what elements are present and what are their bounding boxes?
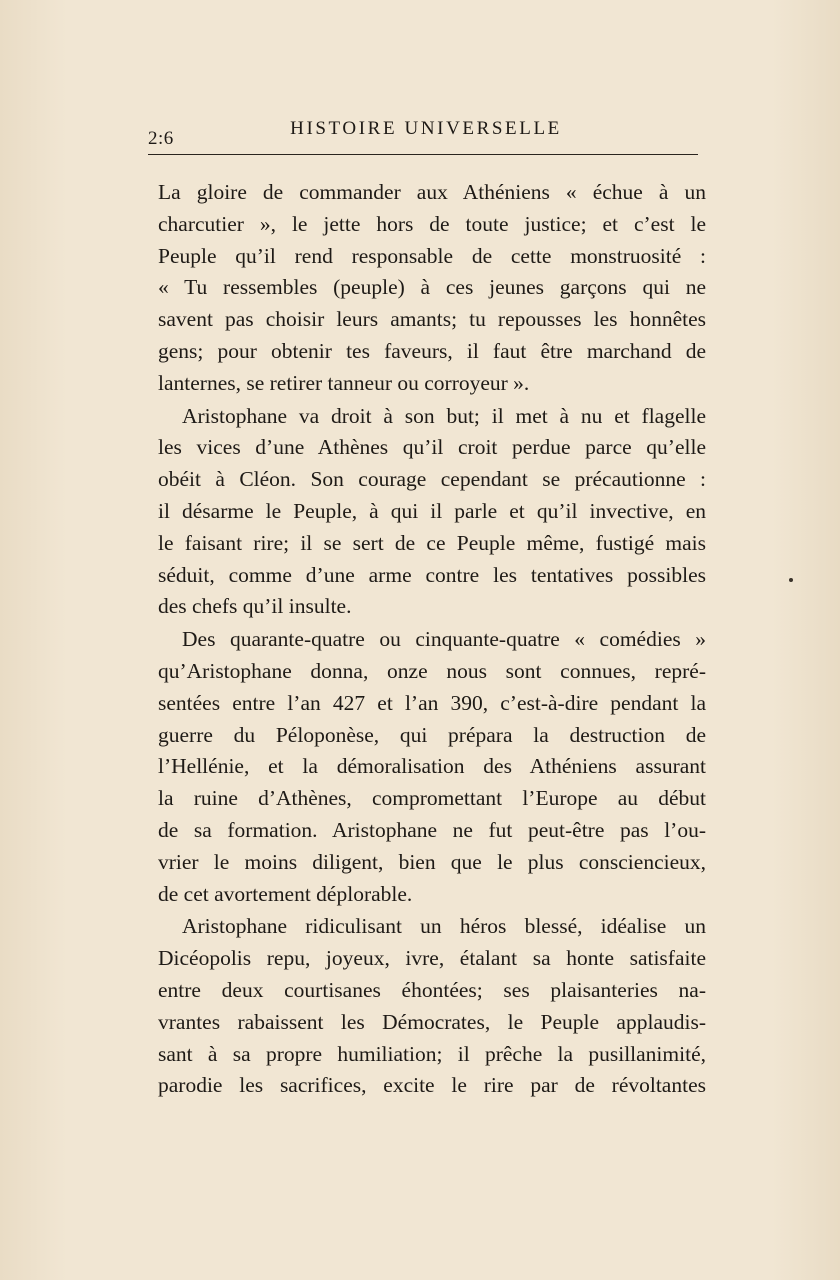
paragraph (158, 401, 706, 624)
text-line: « Tu ressembles (peuple) à ces jeunes garçons qui ne (158, 275, 706, 300)
page-number: 2:6 (148, 128, 174, 149)
text-line: Des quarante-quatre ou cinquante-quatre « comédies » (182, 627, 706, 652)
text-line: La gloire de commander aux Athéniens « échue à un (158, 180, 706, 204)
text-line: gens; pour obtenir tes faveurs, il faut être marchand de (158, 338, 706, 363)
text-line: il désarme le Peuple, à qui il parle et qu’il invective, en (158, 498, 706, 523)
text-line: Dicéopolis repu, joyeux, ivre, étalant sa honte satisfaite (158, 946, 706, 971)
text-line: Aristophane ridiculisant un héros blessé, idéalise un (182, 914, 706, 939)
text-line: sentées entre l’an 427 et l’an 390, c’est-à-dire pendant la (158, 690, 706, 715)
text-line: vrantes rabaissent les Démocrates, le Peuple applaudis- (158, 1009, 706, 1034)
text-line: savent pas choisir leurs amants; tu repousses les honnêtes (158, 307, 706, 332)
running-title: HISTOIRE UNIVERSELLE (290, 118, 562, 139)
paper-speck (789, 578, 793, 582)
text-line: séduit, comme d’une arme contre les tentatives possibles (158, 562, 706, 587)
paragraph (158, 624, 706, 910)
text-line: le faisant rire; il se sert de ce Peuple même, fustigé mais (158, 530, 706, 555)
text-line: l’Hellénie, et la démoralisation des Athéniens assurant (158, 754, 706, 779)
text-line: les vices d’une Athènes qu’il croit perdue parce qu’elle (158, 435, 706, 460)
text-line: vrier le moins diligent, bien que le plus consciencieux, (158, 849, 706, 874)
text-line: de sa formation. Aristophane ne fut peut-être pas l’ou- (158, 817, 706, 842)
paragraph (158, 911, 706, 1102)
paragraph (158, 177, 706, 400)
text-line: des chefs qu’il insulte. (158, 594, 352, 619)
text-line: parodie les sacrifices, excite le rire par de révoltantes (158, 1073, 706, 1098)
text-line: obéit à Cléon. Son courage cependant se précautionne : (158, 467, 706, 492)
text-line: qu’Aristophane donna, onze nous sont connues, repré- (158, 658, 706, 683)
text-line: lanternes, se retirer tanneur ou corroyeur ». (158, 370, 530, 395)
text-line: Peuple qu’il rend responsable de cette monstruosité : (158, 243, 706, 268)
text-line: Aristophane va droit à son but; il met à nu et flagelle (182, 403, 706, 428)
text-line: charcutier », le jette hors de toute justice; et c’est le (158, 211, 706, 236)
text-line: la ruine d’Athènes, compromettant l’Europe au début (158, 786, 706, 811)
text-line: guerre du Péloponèse, qui prépara la destruction de (158, 722, 706, 747)
header-rule (148, 154, 698, 155)
body-text (158, 177, 706, 1102)
page-header (148, 118, 698, 158)
text-line: sant à sa propre humiliation; il prêche la pusillanimité, (158, 1041, 706, 1066)
text-line: de cet avortement déplorable. (158, 881, 413, 906)
text-line: entre deux courtisanes éhontées; ses plaisanteries na- (158, 977, 706, 1002)
